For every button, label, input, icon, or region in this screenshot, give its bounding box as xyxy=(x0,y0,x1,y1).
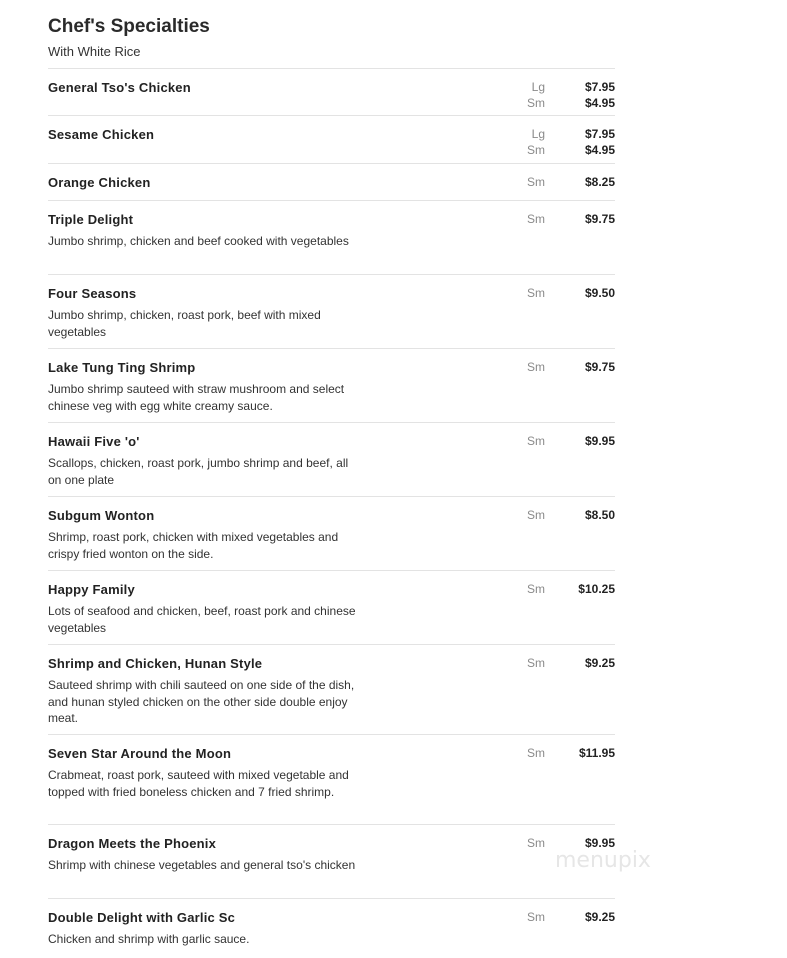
section-title: Chef's Specialties xyxy=(48,16,210,37)
price-amount: $7.95 xyxy=(584,127,615,141)
menu-item-description: Sauteed shrimp with chili sauteed on one side of the dish, and hunan styled chicken on the other side double enjoy meat. xyxy=(48,678,355,725)
menu-item-prices xyxy=(515,909,615,925)
price-row xyxy=(515,507,615,523)
price-amount: $9.95 xyxy=(584,434,615,448)
price-row xyxy=(515,433,615,449)
price-amount: $4.95 xyxy=(584,96,615,110)
menu-item-name: Orange Chicken xyxy=(48,175,151,190)
menu-item xyxy=(48,68,615,115)
menu-item-prices xyxy=(515,285,615,301)
menu-item-prices xyxy=(515,745,615,761)
price-amount: $9.75 xyxy=(584,360,615,374)
menu-item-name: Sesame Chicken xyxy=(48,127,155,142)
portion-size: Lg xyxy=(531,127,545,141)
portion-size: Lg xyxy=(531,80,545,94)
portion-size: Sm xyxy=(527,143,545,157)
menu-item-name: Double Delight with Garlic Sc xyxy=(48,910,236,925)
price-row xyxy=(515,581,615,597)
portion-size: Sm xyxy=(527,96,545,110)
menu-item xyxy=(48,824,615,898)
portion-size: Sm xyxy=(527,656,545,670)
menu-item xyxy=(48,348,615,422)
menu-item-prices xyxy=(515,79,615,111)
menu-item-name: General Tso's Chicken xyxy=(48,80,191,95)
menu-item-name: Happy Family xyxy=(48,582,135,597)
menu-item xyxy=(48,422,615,496)
price-amount: $9.95 xyxy=(584,836,615,850)
price-row xyxy=(515,211,615,227)
price-row xyxy=(515,359,615,375)
menu-item-name: Seven Star Around the Moon xyxy=(48,746,232,761)
section-subtitle: With White Rice xyxy=(48,44,141,59)
menu-item-description: Shrimp with chinese vegetables and general tso's chicken xyxy=(48,858,356,872)
price-row xyxy=(515,285,615,301)
menu-item-prices xyxy=(515,655,615,671)
portion-size: Sm xyxy=(527,286,545,300)
menu-item-prices xyxy=(515,433,615,449)
portion-size: Sm xyxy=(527,175,545,189)
price-amount: $11.95 xyxy=(578,746,615,760)
price-amount: $8.50 xyxy=(584,508,615,522)
watermark-logo: menupix xyxy=(555,848,651,873)
menu-item-prices xyxy=(515,174,615,190)
menu-item xyxy=(48,644,615,734)
price-amount: $10.25 xyxy=(578,582,615,596)
price-amount: $7.95 xyxy=(584,80,615,94)
price-amount: $8.25 xyxy=(584,175,615,189)
menu-item xyxy=(48,274,615,348)
menu-item-description: Jumbo shrimp, chicken and beef cooked with vegetables xyxy=(48,234,349,248)
menu-item-prices xyxy=(515,581,615,597)
menu-item xyxy=(48,115,615,163)
menu-item-description: Jumbo shrimp, chicken, roast pork, beef with mixed vegetables xyxy=(48,308,321,339)
menu-item-name: Shrimp and Chicken, Hunan Style xyxy=(48,656,263,671)
menu-item-description: Shrimp, roast pork, chicken with mixed vegetables and crispy fried wonton on the side. xyxy=(48,530,339,561)
menu-item-name: Triple Delight xyxy=(48,212,134,227)
price-row xyxy=(515,909,615,925)
portion-size: Sm xyxy=(527,360,545,374)
menu-item-name: Lake Tung Ting Shrimp xyxy=(48,360,196,375)
menu-item-description: Scallops, chicken, roast pork, jumbo shrimp and beef, all on one plate xyxy=(48,456,349,487)
portion-size: Sm xyxy=(527,746,545,760)
menu-item-name: Dragon Meets the Phoenix xyxy=(48,836,217,851)
portion-size: Sm xyxy=(527,508,545,522)
price-amount: $9.75 xyxy=(584,212,615,226)
menu-item-prices xyxy=(515,211,615,227)
price-row xyxy=(515,126,615,142)
menu-item xyxy=(48,200,615,274)
price-amount: $9.25 xyxy=(584,910,615,924)
menu-item-description: Crabmeat, roast pork, sauteed with mixed vegetable and topped with fried boneless chicken and 7 fried shrimp. xyxy=(48,768,349,799)
price-amount: $4.95 xyxy=(584,143,615,157)
menu-item xyxy=(48,570,615,644)
price-amount: $9.25 xyxy=(584,656,615,670)
price-row xyxy=(515,655,615,671)
price-row xyxy=(515,174,615,190)
menu-item-name: Subgum Wonton xyxy=(48,508,155,523)
menu-item xyxy=(48,898,615,958)
menu-item-description: Jumbo shrimp sauteed with straw mushroom and select chinese veg with egg white creamy sauce. xyxy=(48,382,345,413)
menu-item-name: Four Seasons xyxy=(48,286,137,301)
portion-size: Sm xyxy=(527,434,545,448)
menu-item-prices xyxy=(515,359,615,375)
menu-item-prices xyxy=(515,507,615,523)
menu-item xyxy=(48,734,615,824)
price-row xyxy=(515,142,615,158)
portion-size: Sm xyxy=(527,910,545,924)
price-row xyxy=(515,745,615,761)
price-row xyxy=(515,95,615,111)
menu-item-prices xyxy=(515,126,615,158)
price-row xyxy=(515,79,615,95)
menu-item-list xyxy=(48,68,615,958)
menu-item-description: Chicken and shrimp with garlic sauce. xyxy=(48,932,250,946)
menu-item-name: Hawaii Five 'o' xyxy=(48,434,140,449)
menu-item xyxy=(48,496,615,570)
price-amount: $9.50 xyxy=(584,286,615,300)
portion-size: Sm xyxy=(527,212,545,226)
menu-item xyxy=(48,163,615,200)
portion-size: Sm xyxy=(527,582,545,596)
menu-item-description: Lots of seafood and chicken, beef, roast pork and chinese vegetables xyxy=(48,604,356,635)
portion-size: Sm xyxy=(527,836,545,850)
menu-page xyxy=(48,0,615,958)
